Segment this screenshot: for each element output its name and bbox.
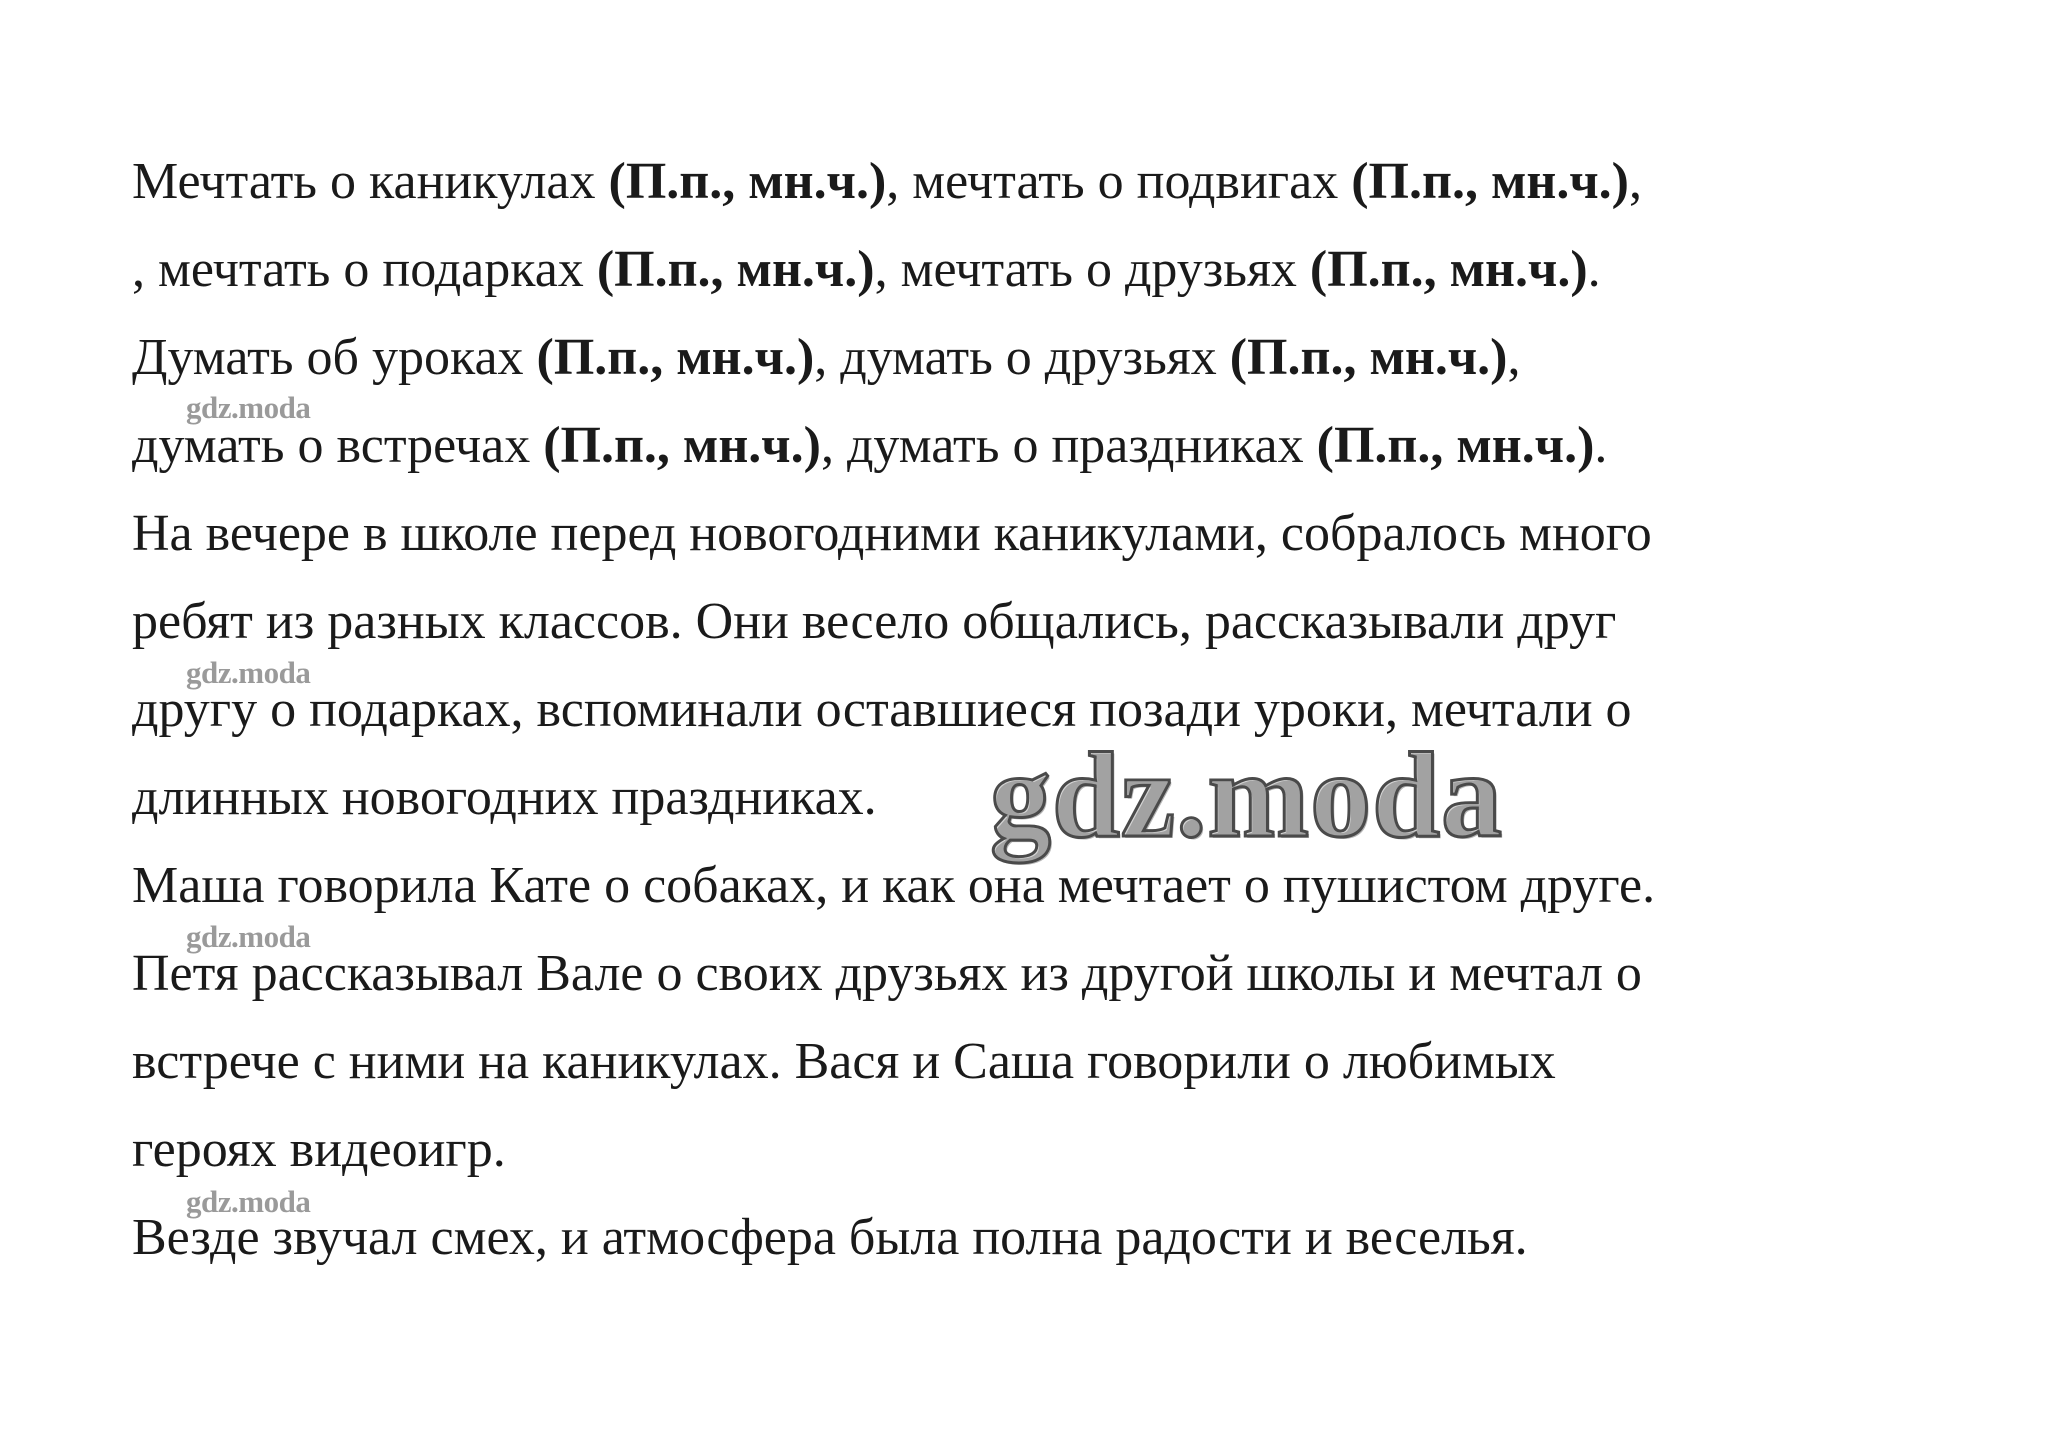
text-line bbox=[132, 930, 2012, 1018]
watermark-small: gdz.moda bbox=[186, 655, 311, 690]
text-fragment: . bbox=[1594, 417, 1608, 474]
text-fragment: , мечтать о подарках bbox=[132, 241, 597, 298]
text-line bbox=[132, 226, 2012, 314]
text-fragment: думать о встречах bbox=[132, 417, 544, 474]
answer-text bbox=[132, 138, 2012, 1282]
text-fragment: , думать о праздниках bbox=[820, 417, 1317, 474]
case-label: (П.п., мн.ч.) bbox=[543, 417, 821, 474]
case-label: (П.п., мн.ч.) bbox=[1309, 241, 1588, 298]
watermark-small: gdz.moda bbox=[186, 1184, 311, 1219]
case-label: (П.п., мн.ч.) bbox=[608, 153, 887, 210]
text-fragment: Маша говорила Кате о собаках, и как она мечтает о пушистом друге. bbox=[132, 857, 1656, 914]
text-fragment: , мечтать о друзьях bbox=[874, 241, 1310, 298]
text-line bbox=[132, 578, 2012, 666]
text-fragment: Мечтать о каникулах bbox=[132, 153, 609, 210]
text-fragment: Петя рассказывал Вале о своих друзьях из другой школы и мечтал о bbox=[132, 945, 1642, 1002]
text-fragment: другу о подарках, вспоминали оставшиеся позади уроки, мечтали о bbox=[132, 681, 1632, 738]
case-label: (П.п., мн.ч.) bbox=[1229, 329, 1508, 386]
text-fragment: , bbox=[1628, 153, 1642, 210]
text-fragment: Везде звучал смех, и атмосфера была полна радости и веселья. bbox=[132, 1209, 1528, 1266]
case-label: (П.п., мн.ч.) bbox=[1351, 153, 1629, 210]
text-line bbox=[132, 402, 2012, 490]
text-line bbox=[132, 1018, 2012, 1106]
text-line bbox=[132, 138, 2012, 226]
text-fragment: встрече с ними на каникулах. Вася и Саша говорили о любимых bbox=[132, 1033, 1556, 1090]
text-fragment: героях видеоигр. bbox=[132, 1121, 506, 1178]
watermark-small: gdz.moda bbox=[186, 919, 311, 954]
text-fragment: , мечтать о подвигах bbox=[886, 153, 1352, 210]
case-label: (П.п., мн.ч.) bbox=[1316, 417, 1595, 474]
case-label: (П.п., мн.ч.) bbox=[596, 241, 875, 298]
text-fragment: На вечере в школе перед новогодними каникулами, собралось много bbox=[132, 505, 1652, 562]
text-fragment: ребят из разных классов. Они весело общались, рассказывали друг bbox=[132, 593, 1617, 650]
text-fragment: , bbox=[1507, 329, 1521, 386]
text-line bbox=[132, 490, 2012, 578]
text-fragment: Думать об уроках bbox=[132, 329, 537, 386]
text-fragment: . bbox=[1587, 241, 1601, 298]
watermark-small: gdz.moda bbox=[186, 390, 311, 425]
text-fragment: длинных новогодних праздниках. bbox=[132, 769, 877, 826]
text-fragment: , думать о друзьях bbox=[814, 329, 1230, 386]
text-line bbox=[132, 1106, 2012, 1194]
text-line bbox=[132, 314, 2012, 402]
case-label: (П.п., мн.ч.) bbox=[536, 329, 815, 386]
text-line bbox=[132, 1194, 2012, 1282]
watermark-logo: gdz.moda bbox=[990, 728, 1503, 863]
